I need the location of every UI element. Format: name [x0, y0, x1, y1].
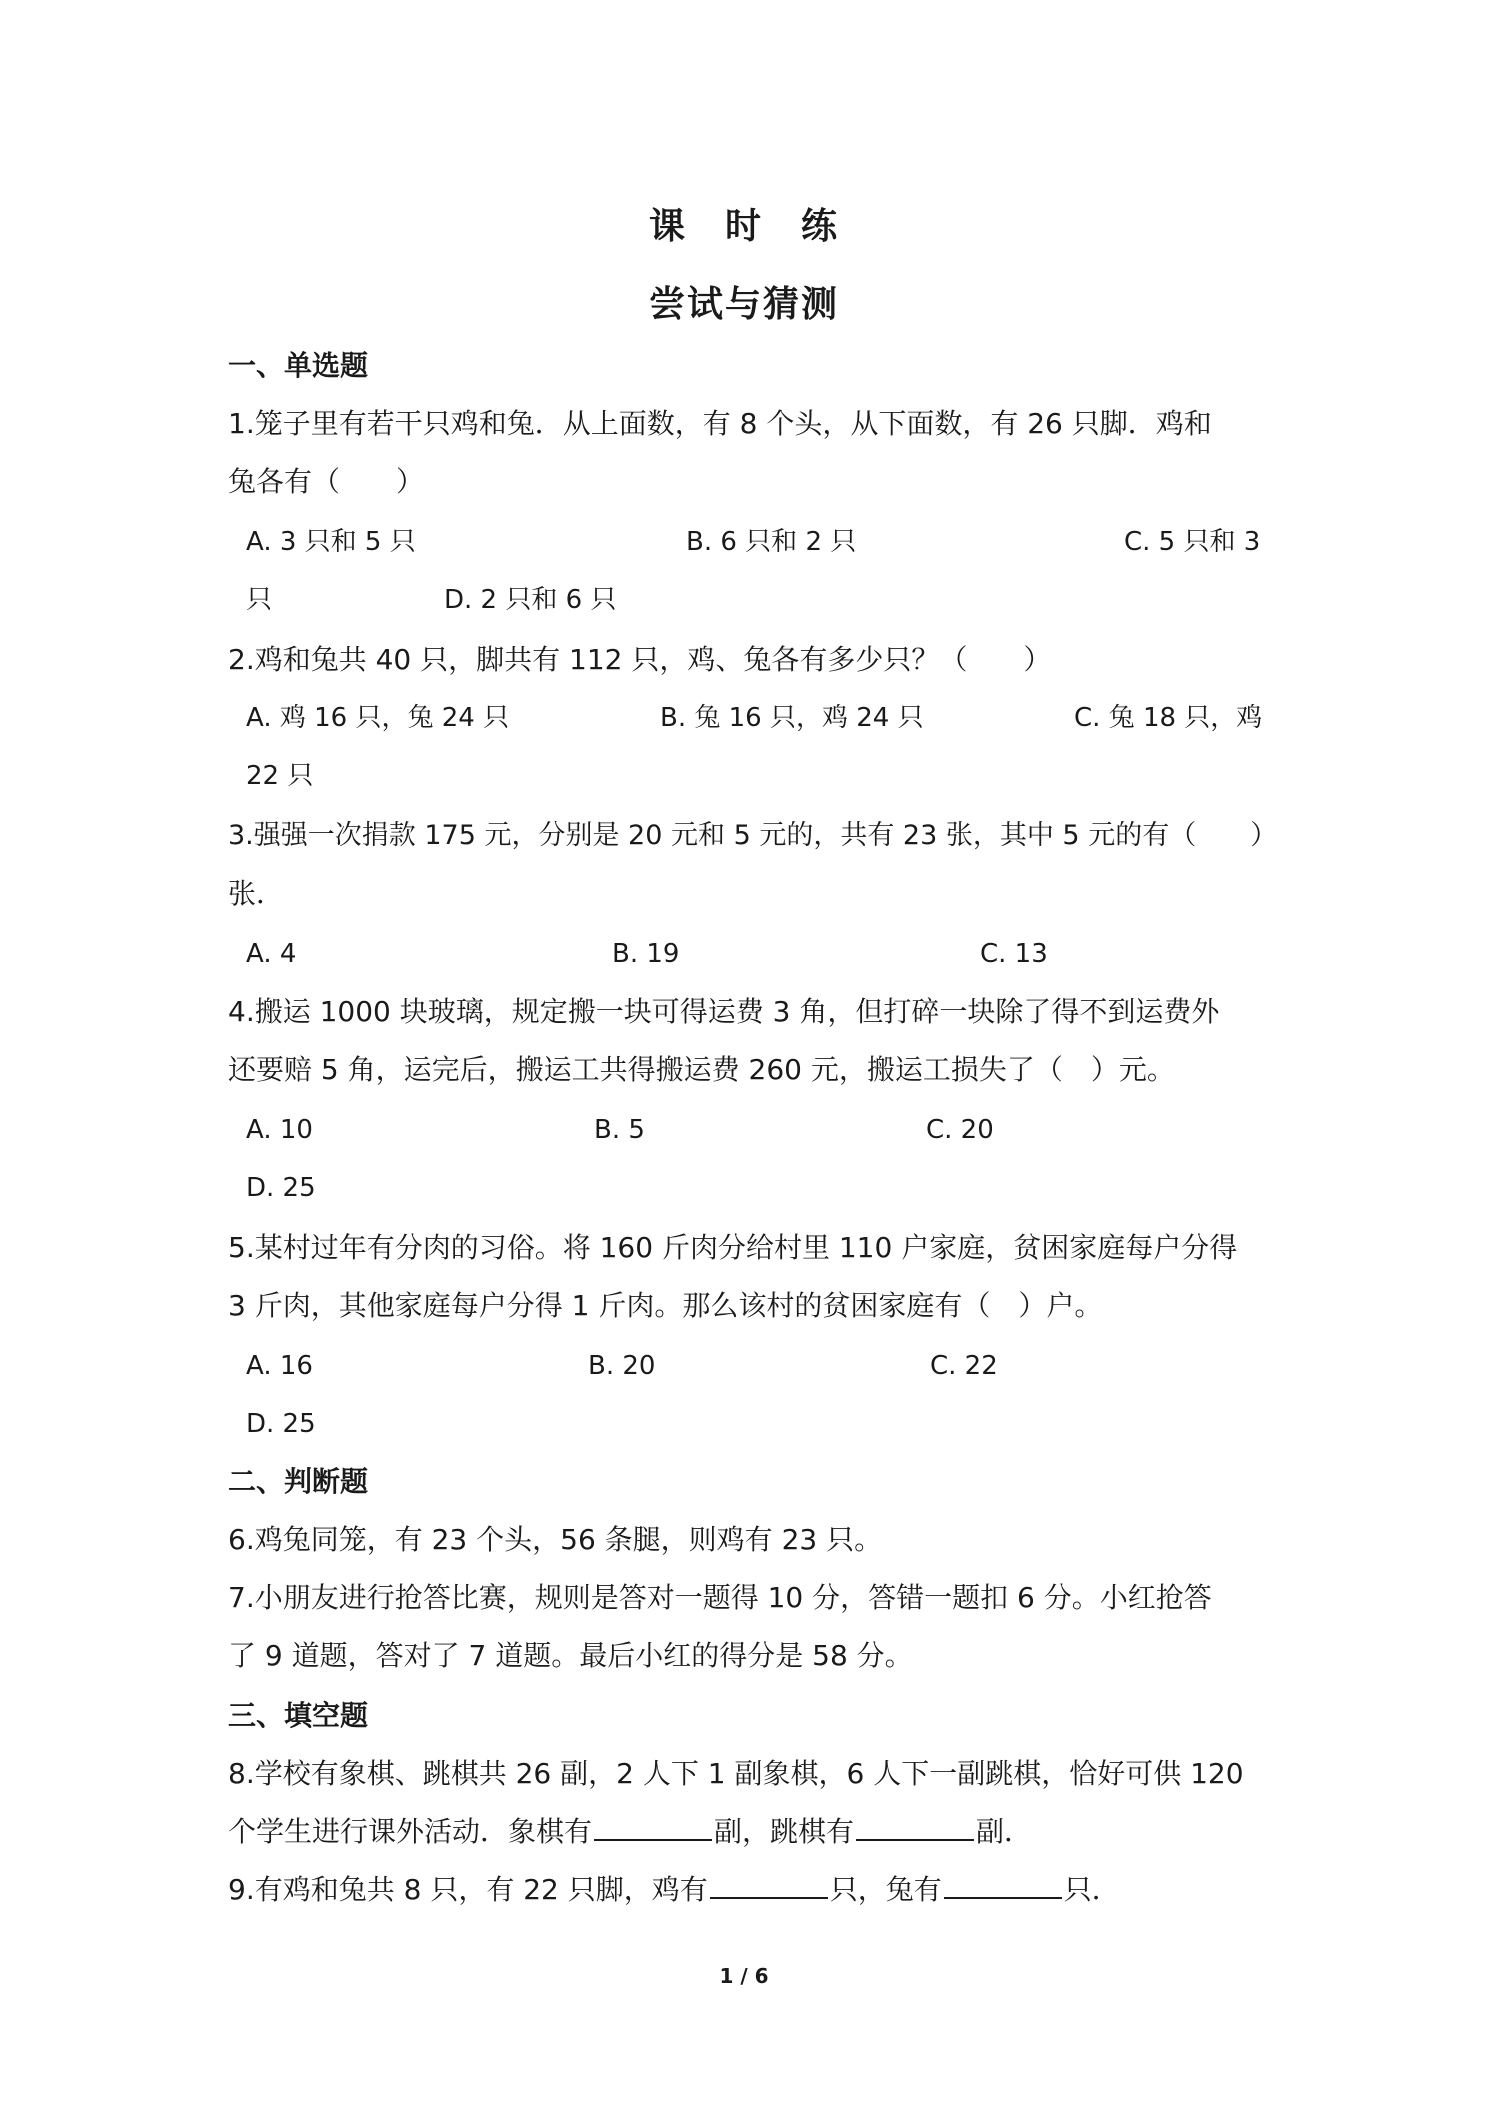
question-1-option-c[interactable]: C. 5 只和 3	[1124, 527, 1261, 557]
question-4-option-b[interactable]: B. 5	[594, 1115, 645, 1145]
question-6-text: 6.鸡兔同笼，有 23 个头，56 条腿，则鸡有 23 只。	[228, 1523, 883, 1556]
question-2-option-b[interactable]: B. 兔 16 只，鸡 24 只	[660, 703, 924, 733]
question-1-option-c-continued: 只	[246, 585, 273, 615]
question-3-option-a[interactable]: A. 4	[246, 939, 297, 969]
question-5-option-a[interactable]: A. 16	[246, 1351, 313, 1381]
question-4-option-c[interactable]: C. 20	[926, 1115, 994, 1145]
question-7-text-line2: 了 9 道题，答对了 7 道题。最后小红的得分是 58 分。	[228, 1639, 913, 1672]
page-title: 课 时 练	[648, 206, 839, 247]
question-8-text-part2: 副，跳棋有	[714, 1815, 855, 1848]
question-4-text-line2: 还要赔 5 角，运完后，搬运工共得搬运费 260 元，搬运工损失了（ ）元。	[228, 1053, 1175, 1086]
question-3-text-line2: 张．	[228, 877, 285, 910]
question-3-option-c[interactable]: C. 13	[980, 939, 1048, 969]
question-1-option-a[interactable]: A. 3 只和 5 只	[246, 527, 416, 557]
question-9-text	[228, 1870, 1120, 1910]
question-9-text-part2: 只，兔有	[829, 1873, 942, 1906]
question-4-option-a[interactable]: A. 10	[246, 1115, 313, 1145]
question-2-option-c-continued: 22 只	[246, 761, 314, 791]
question-8-text-part1: 个学生进行课外活动．象棋有	[228, 1815, 593, 1848]
section-heading-fill-in: 三、填空题	[228, 1699, 369, 1732]
question-1-option-b[interactable]: B. 6 只和 2 只	[686, 527, 857, 557]
question-3-option-b[interactable]: B. 19	[612, 939, 680, 969]
question-8-blank-tiaoqi[interactable]	[856, 1813, 974, 1841]
question-5-option-c[interactable]: C. 22	[930, 1351, 998, 1381]
question-8-text-line1: 8.学校有象棋、跳棋共 26 副，2 人下 1 副象棋，6 人下一副跳棋，恰好可供 120	[228, 1757, 1244, 1790]
question-5-text-line1: 5.某村过年有分肉的习俗。将 160 斤肉分给村里 110 户家庭，贫困家庭每户分得	[228, 1231, 1238, 1264]
question-2-text-line1: 2.鸡和兔共 40 只，脚共有 112 只，鸡、兔各有多少只？（ ）	[228, 643, 1052, 676]
question-4-option-d[interactable]: D. 25	[246, 1173, 316, 1203]
question-5-option-d[interactable]: D. 25	[246, 1409, 316, 1439]
question-8-blank-xiangqi[interactable]	[594, 1813, 712, 1841]
page-number: 1 / 6	[719, 1964, 769, 1988]
question-8-text-line2	[228, 1812, 1032, 1852]
section-heading-single-choice: 一、单选题	[228, 349, 369, 382]
question-5-option-b[interactable]: B. 20	[588, 1351, 656, 1381]
question-9-blank-rabbit[interactable]	[944, 1871, 1062, 1899]
question-1-text-line2: 兔各有（ ）	[228, 465, 425, 498]
question-1-text-line1: 1.笼子里有若干只鸡和兔．从上面数，有 8 个头，从下面数，有 26 只脚．鸡和	[228, 407, 1212, 440]
question-3-text-line1: 3.强强一次捐款 175 元，分别是 20 元和 5 元的，共有 23 张，其中 5 元的有（ ）	[228, 820, 1278, 851]
question-5-text-line2: 3 斤肉，其他家庭每户分得 1 斤肉。那么该村的贫困家庭有（ ）户。	[228, 1289, 1103, 1322]
question-8-text-part3: 副．	[976, 1815, 1033, 1848]
section-heading-true-false: 二、判断题	[228, 1465, 369, 1498]
question-9-text-part3: 只．	[1063, 1873, 1120, 1906]
question-1-option-d[interactable]: D. 2 只和 6 只	[444, 585, 617, 615]
question-9-text-part1: 9.有鸡和兔共 8 只，有 22 只脚，鸡有	[228, 1873, 708, 1906]
question-2-option-a[interactable]: A. 鸡 16 只，兔 24 只	[246, 703, 510, 733]
question-4-text-line1: 4.搬运 1000 块玻璃，规定搬一块可得运费 3 角，但打碎一块除了得不到运费外	[228, 995, 1220, 1028]
page-subtitle: 尝试与猜测	[648, 284, 839, 325]
question-7-text-line1: 7.小朋友进行抢答比赛，规则是答对一题得 10 分，答错一题扣 6 分。小红抢答	[228, 1581, 1212, 1614]
question-2-option-c[interactable]: C. 兔 18 只，鸡	[1074, 703, 1263, 733]
question-9-blank-chicken[interactable]	[710, 1871, 828, 1899]
